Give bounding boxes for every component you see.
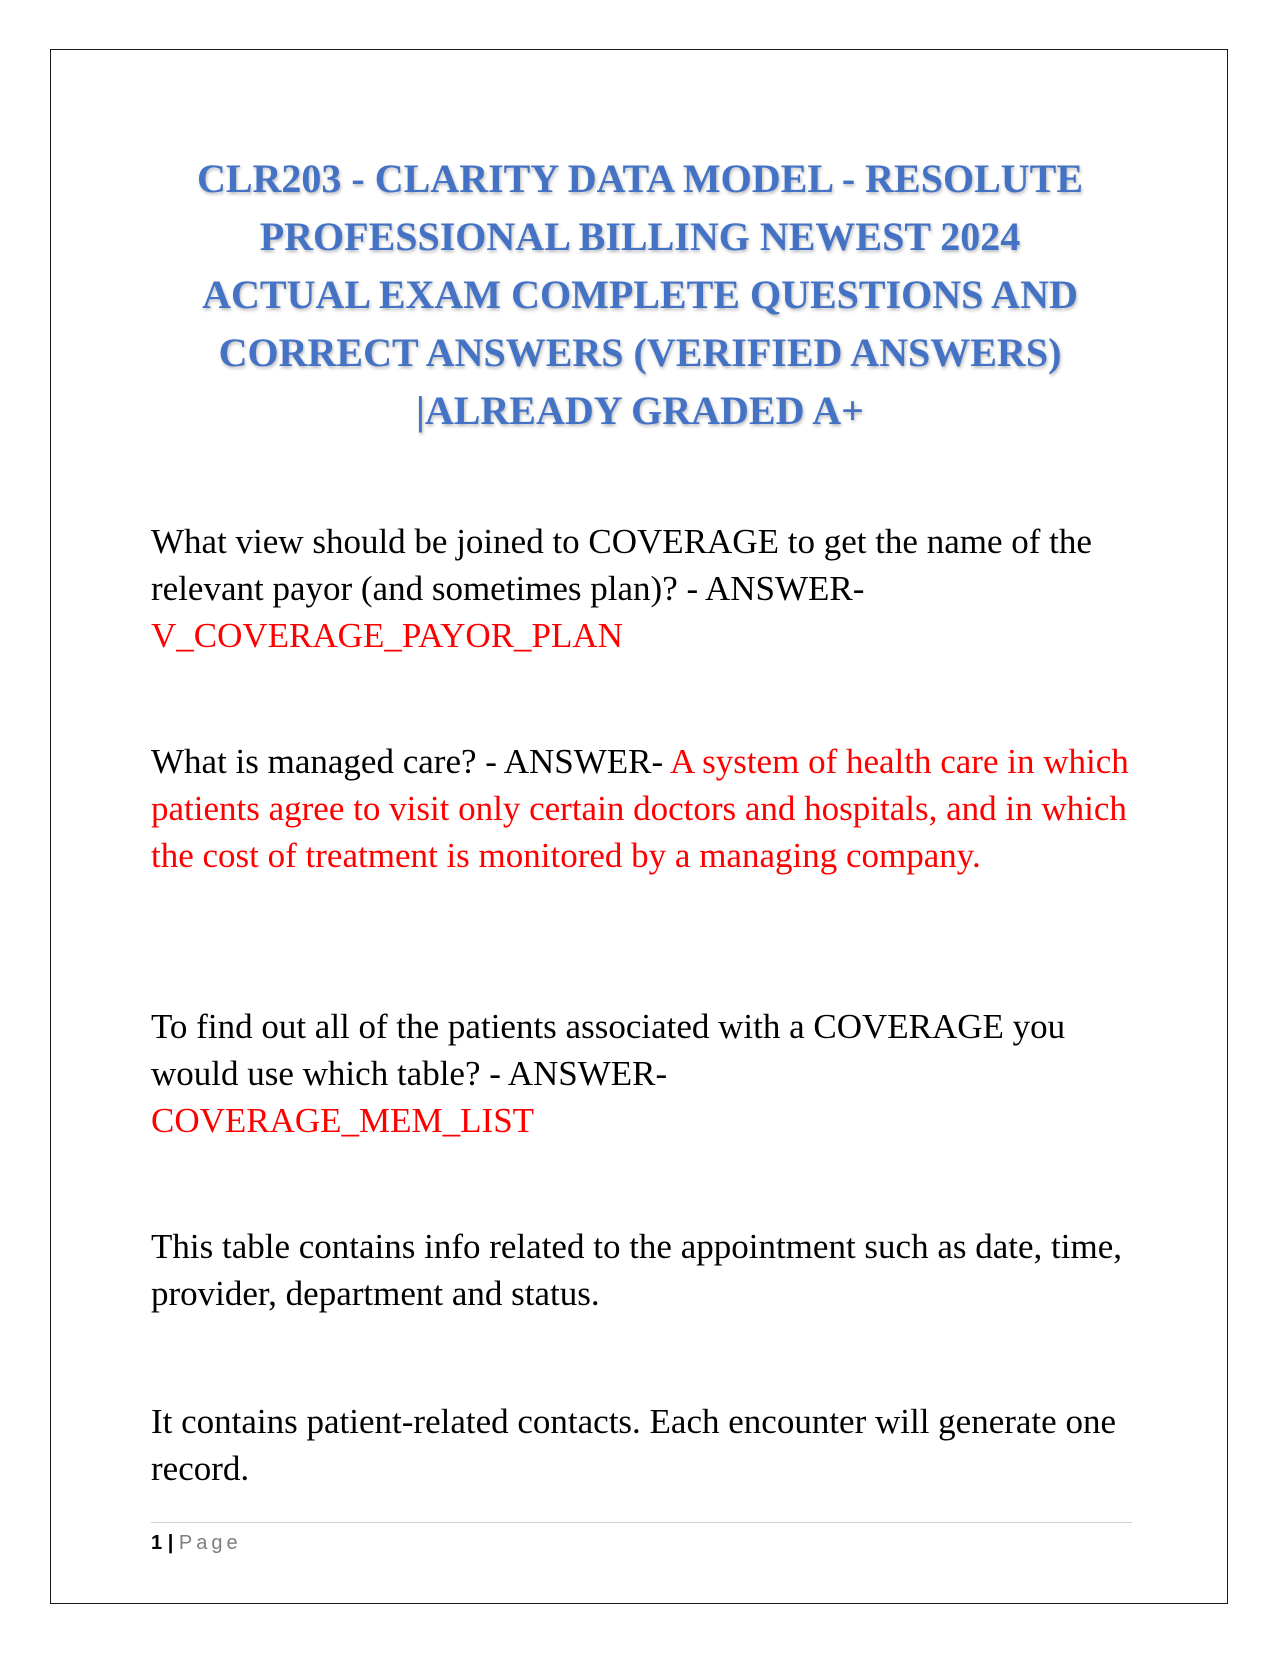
page-number: 1 [151,1532,163,1554]
qa-item-2 [151,738,1141,879]
question-text: To find out all of the patients associated with a COVERAGE you would use which table? - ANSWER- [151,1007,1066,1093]
title-line-1: CLR203 - CLARITY DATA MODEL - RESOLUTE [196,156,1084,201]
answer-text: V_COVERAGE_PAYOR_PLAN [151,616,623,655]
question-text: This table contains info related to the appointment such as date, time, provider, department and status. [151,1227,1122,1313]
answer-text: COVERAGE_MEM_LIST [151,1101,535,1140]
answer-text: A system of health care in which patients agree to visit only certain doctors and hospitals, and in which the cost of treatment is monitored by a managing company. [151,742,1129,875]
title-line-4: CORRECT ANSWERS (VERIFIED ANSWERS) [218,330,1062,375]
document-title [100,150,1180,440]
question-text: What view should be joined to COVERAGE to get the name of the relevant payor (and sometimes plan)? - ANSWER- [151,522,1092,608]
page-label: Page [178,1532,242,1554]
qa-item-4 [151,1223,1141,1317]
question-text: What is managed care? - ANSWER- [151,742,664,781]
question-text: It contains patient-related contacts. Each encounter will generate one record. [151,1402,1116,1488]
title-line-3: ACTUAL EXAM COMPLETE QUESTIONS AND [202,272,1078,317]
page-footer [151,1530,242,1556]
title-line-2: PROFESSIONAL BILLING NEWEST 2024 [259,214,1021,259]
footer-divider [151,1522,1132,1523]
qa-item-3 [151,1003,1141,1144]
qa-item-1 [151,518,1141,659]
qa-item-5 [151,1398,1141,1492]
title-line-5: |ALREADY GRADED A+ [416,388,864,433]
page-separator: | [167,1532,174,1554]
